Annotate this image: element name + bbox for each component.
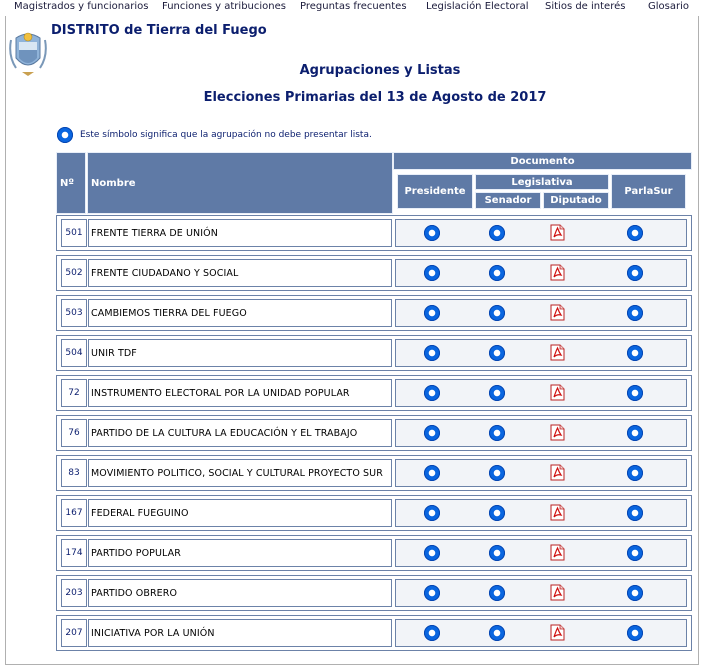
nav-link[interactable]: Magistrados y funcionarios xyxy=(14,1,149,12)
table-row xyxy=(56,295,692,331)
row-documents xyxy=(395,459,687,487)
table-row xyxy=(56,415,692,451)
diputado-pdf-icon[interactable] xyxy=(550,624,565,641)
table-row xyxy=(56,335,692,371)
row-number: 501 xyxy=(61,219,87,247)
nav-link[interactable]: Legislación Electoral xyxy=(426,1,529,12)
page-subtitle: Elecciones Primarias del 13 de Agosto de 2017 xyxy=(203,90,547,105)
presidente-radio-dot-icon xyxy=(424,345,440,361)
row-number: 502 xyxy=(61,259,87,287)
senador-radio-dot-icon xyxy=(489,625,505,641)
row-documents xyxy=(395,579,687,607)
parlasur-radio-dot-icon xyxy=(627,585,643,601)
header-num: Nº xyxy=(56,152,86,214)
header-legislativa: Legislativa xyxy=(475,174,609,190)
row-group-name: CAMBIEMOS TIERRA DEL FUEGO xyxy=(88,299,392,327)
presidente-radio-dot-icon xyxy=(424,505,440,521)
table-row xyxy=(56,495,692,531)
diputado-pdf-icon[interactable] xyxy=(550,304,565,321)
row-documents xyxy=(395,539,687,567)
parlasur-radio-dot-icon xyxy=(627,625,643,641)
presidente-radio-dot-icon xyxy=(424,265,440,281)
row-documents xyxy=(395,299,687,327)
senador-radio-dot-icon xyxy=(489,505,505,521)
nav-link[interactable]: Preguntas frecuentes xyxy=(300,1,407,12)
presidente-radio-dot-icon xyxy=(424,385,440,401)
senador-radio-dot-icon xyxy=(489,385,505,401)
row-documents xyxy=(395,419,687,447)
senador-radio-dot-icon xyxy=(489,345,505,361)
parlasur-radio-dot-icon xyxy=(627,265,643,281)
presidente-radio-dot-icon xyxy=(424,625,440,641)
header-documento: Documento xyxy=(393,152,692,170)
row-group-name: FRENTE TIERRA DE UNIÓN xyxy=(88,219,392,247)
nav-link[interactable]: Sitios de interés xyxy=(545,1,626,12)
row-documents xyxy=(395,619,687,647)
row-number: 207 xyxy=(61,619,87,647)
row-group-name: PARTIDO OBRERO xyxy=(88,579,392,607)
presidente-radio-dot-icon xyxy=(424,425,440,441)
presidente-radio-dot-icon xyxy=(424,585,440,601)
table-row xyxy=(56,455,692,491)
parlasur-radio-dot-icon xyxy=(627,225,643,241)
diputado-pdf-icon[interactable] xyxy=(550,544,565,561)
table-row xyxy=(56,575,692,611)
presidente-radio-dot-icon xyxy=(424,305,440,321)
parlasur-radio-dot-icon xyxy=(627,425,643,441)
diputado-pdf-icon[interactable] xyxy=(550,224,565,241)
header-senador: Senador xyxy=(475,192,541,209)
page-title: Agrupaciones y Listas xyxy=(299,63,461,78)
presidente-radio-dot-icon xyxy=(424,225,440,241)
diputado-pdf-icon[interactable] xyxy=(550,504,565,521)
legend-note-text: Este símbolo significa que la agrupación no debe presentar lista. xyxy=(80,130,372,140)
parlasur-radio-dot-icon xyxy=(627,505,643,521)
diputado-pdf-icon[interactable] xyxy=(550,464,565,481)
senador-radio-dot-icon xyxy=(489,585,505,601)
top-navigation xyxy=(0,0,709,14)
senador-radio-dot-icon xyxy=(489,465,505,481)
parlasur-radio-dot-icon xyxy=(627,305,643,321)
row-documents xyxy=(395,339,687,367)
row-number: 167 xyxy=(61,499,87,527)
table-row xyxy=(56,215,692,251)
table-row xyxy=(56,615,692,651)
row-number: 83 xyxy=(61,459,87,487)
row-number: 174 xyxy=(61,539,87,567)
senador-radio-dot-icon xyxy=(489,305,505,321)
row-group-name: INSTRUMENTO ELECTORAL POR LA UNIDAD POPULAR xyxy=(88,379,392,407)
diputado-pdf-icon[interactable] xyxy=(550,264,565,281)
row-group-name: INICIATIVA POR LA UNIÓN xyxy=(88,619,392,647)
table-row xyxy=(56,535,692,571)
row-documents xyxy=(395,259,687,287)
presidente-radio-dot-icon xyxy=(424,465,440,481)
parlasur-radio-dot-icon xyxy=(627,385,643,401)
legend-note xyxy=(57,127,372,143)
nav-link[interactable]: Glosario xyxy=(648,1,689,12)
table-row xyxy=(56,255,692,291)
diputado-pdf-icon[interactable] xyxy=(550,584,565,601)
row-group-name: MOVIMIENTO POLITICO, SOCIAL Y CULTURAL PROYECTO SUR xyxy=(88,459,392,487)
row-number: 503 xyxy=(61,299,87,327)
row-number: 203 xyxy=(61,579,87,607)
row-documents xyxy=(395,219,687,247)
senador-radio-dot-icon xyxy=(489,545,505,561)
diputado-pdf-icon[interactable] xyxy=(550,384,565,401)
presidente-radio-dot-icon xyxy=(424,545,440,561)
parlasur-radio-dot-icon xyxy=(627,345,643,361)
row-number: 72 xyxy=(61,379,87,407)
senador-radio-dot-icon xyxy=(489,225,505,241)
row-documents xyxy=(395,499,687,527)
parlasur-radio-dot-icon xyxy=(627,465,643,481)
radio-dot-icon xyxy=(57,127,73,143)
parlasur-radio-dot-icon xyxy=(627,545,643,561)
row-group-name: FEDERAL FUEGUINO xyxy=(88,499,392,527)
district-title: DISTRITO de Tierra del Fuego xyxy=(51,23,267,38)
header-presidente: Presidente xyxy=(397,174,473,209)
row-group-name: UNIR TDF xyxy=(88,339,392,367)
diputado-pdf-icon[interactable] xyxy=(550,424,565,441)
row-group-name: PARTIDO DE LA CULTURA LA EDUCACIÓN Y EL TRABAJO xyxy=(88,419,392,447)
header-name: Nombre xyxy=(87,152,393,214)
diputado-pdf-icon[interactable] xyxy=(550,344,565,361)
row-documents xyxy=(395,379,687,407)
row-group-name: PARTIDO POPULAR xyxy=(88,539,392,567)
nav-link[interactable]: Funciones y atribuciones xyxy=(162,1,286,12)
senador-radio-dot-icon xyxy=(489,265,505,281)
row-number: 76 xyxy=(61,419,87,447)
header-diputado: Diputado xyxy=(543,192,609,209)
row-group-name: FRENTE CIUDADANO Y SOCIAL xyxy=(88,259,392,287)
header-parlasur: ParlaSur xyxy=(611,174,686,209)
row-number: 504 xyxy=(61,339,87,367)
senador-radio-dot-icon xyxy=(489,425,505,441)
table-row xyxy=(56,375,692,411)
